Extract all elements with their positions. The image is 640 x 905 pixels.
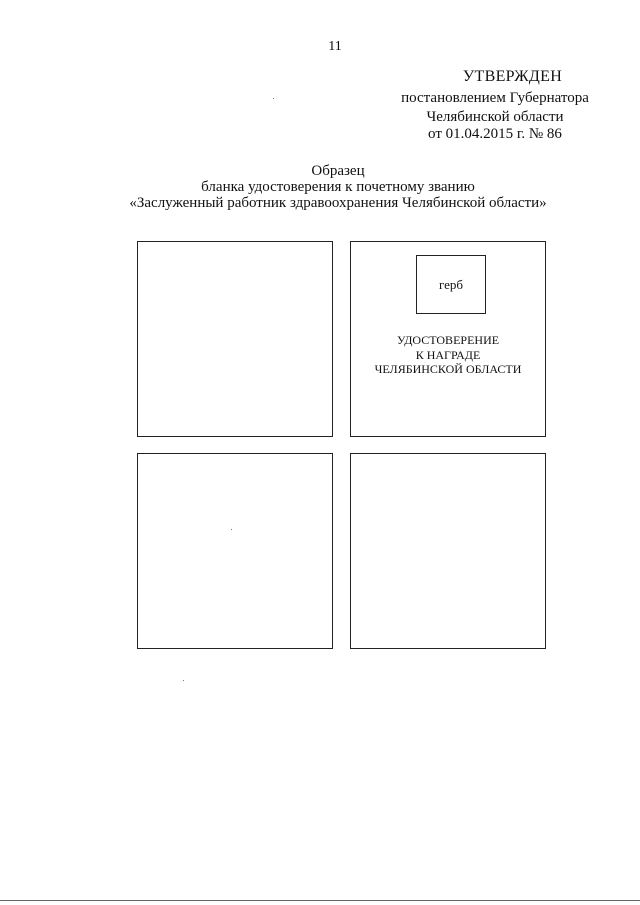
cover-text: [350, 333, 546, 377]
emblem-label: герб: [438, 276, 464, 292]
cover-text-line: ЧЕЛЯБИНСКОЙ ОБЛАСТИ: [374, 362, 522, 376]
form-panel-right-bottom: [350, 453, 546, 649]
heading-form-description: бланка удостоверения к почетному званию: [201, 179, 475, 195]
approval-line-date: от 01.04.2015 г. № 86: [428, 126, 562, 142]
cover-text-line: УДОСТОВЕРЕНИЕ: [396, 333, 500, 347]
approval-title: УТВЕРЖДЕН: [462, 68, 563, 85]
heading-sample: Образец: [311, 163, 365, 179]
heading-title-name: «Заслуженный работник здравоохранения Челябинской области»: [129, 195, 547, 211]
page-number: 11: [328, 39, 342, 54]
scan-speck: [273, 98, 274, 99]
cover-text-line: К НАГРАДЕ: [415, 347, 481, 362]
form-panel-left-bottom: [137, 453, 333, 649]
emblem-placeholder: [416, 255, 486, 314]
page-bottom-edge: [0, 900, 640, 901]
scan-speck: [231, 529, 232, 530]
approval-line-region: Челябинской области: [426, 109, 564, 125]
scan-speck: [183, 680, 184, 681]
form-panel-inner-left-top: [137, 241, 333, 437]
approval-line-decree: постановлением Губернатора: [401, 90, 589, 106]
